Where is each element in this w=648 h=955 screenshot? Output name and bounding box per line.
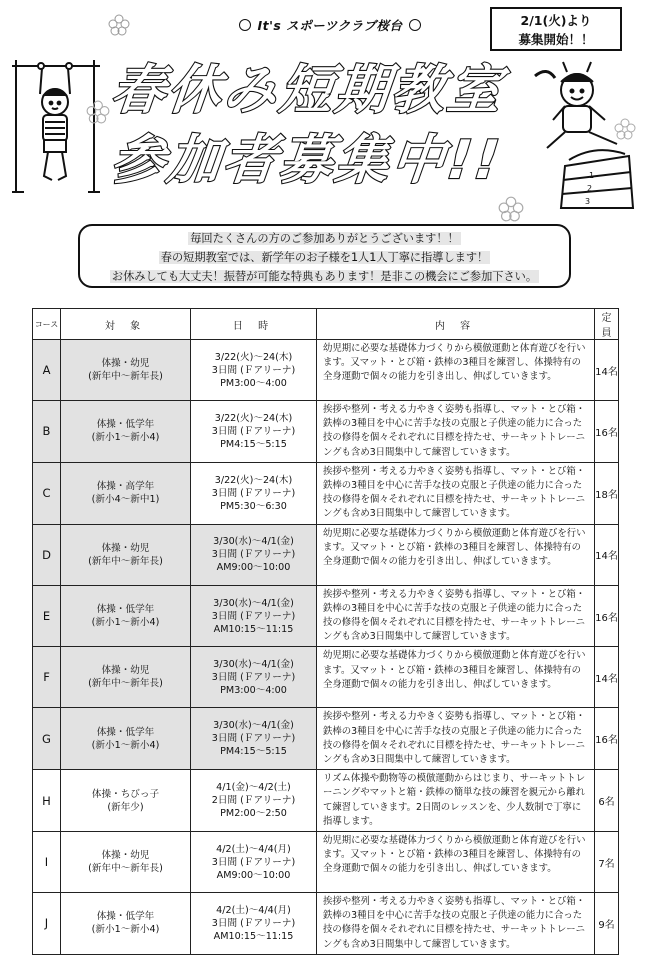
- course-code: C: [33, 462, 61, 524]
- course-target: 体操・低学年 (新小1〜新小4): [61, 401, 191, 463]
- course-code: E: [33, 585, 61, 647]
- course-content: リズム体操や動物等の模倣運動からはじまり、サーキットトレーニングやマットと箱・鉄棒の簡単な技の練習を親元から離れて練習していきます。2日間のレッスンを、少人数制で丁寧に指導します。: [317, 770, 595, 832]
- course-capacity: 18名: [595, 462, 619, 524]
- course-code: H: [33, 770, 61, 832]
- registration-start-text: 募集開始！！: [518, 32, 594, 47]
- circle-icon: [409, 19, 421, 31]
- course-code: F: [33, 647, 61, 708]
- course-target: 体操・低学年 (新小1〜新小4): [61, 708, 191, 770]
- course-content: 幼児期に必要な基礎体力づくりから模倣運動と体育遊びを行います。又マット・とび箱・鉄棒の3種目を練習し、体操特有の全身運動で個々の能力を引き出し、伸ばしていきます。: [317, 524, 595, 585]
- club-name: [200, 16, 460, 34]
- table-row: [33, 893, 619, 955]
- course-content: 挨拶や整列・考える力やきく姿勢も指導し、マット・とび箱・鉄棒の3種目を中心に苦手な技の克服と子供達の能力に合った技の修得を個々それぞれに目標を持たせ、サーキットトレーニングも含め3日間集中して練習していきます。: [317, 585, 595, 647]
- header-capacity: 定 員: [595, 309, 619, 340]
- table-header-row: [33, 309, 619, 340]
- course-code: D: [33, 524, 61, 585]
- course-target: 体操・高学年 (新小4〜新中1): [61, 462, 191, 524]
- course-code: A: [33, 340, 61, 401]
- table-row: [33, 647, 619, 708]
- intro-line-3: お休みしても大丈夫！振替が可能な特典もあります！是非この機会にご参加下さい。: [111, 270, 538, 283]
- course-content: 挨拶や整列・考える力やきく姿勢も指導し、マット・とび箱・鉄棒の3種目を中心に苦手な技の克服と子供達の能力に合った技の修得を個々それぞれに目標を持たせ、サーキットトレーニングも含め3日間集中して練習していきます。: [317, 708, 595, 770]
- course-content: 挨拶や整列・考える力やきく姿勢も指導し、マット・とび箱・鉄棒の3種目を中心に苦手な技の克服と子供達の能力に合った技の修得を個々それぞれに目標を持たせ、サーキットトレーニングも含め3日間集中して練習していきます。: [317, 401, 595, 463]
- header-target: 対 象: [61, 309, 191, 340]
- course-target: 体操・幼児 (新年中〜新年長): [61, 647, 191, 708]
- club-name-text: It's スポーツクラブ桜台: [257, 18, 403, 33]
- header-schedule: 日 時: [191, 309, 317, 340]
- table-row: [33, 585, 619, 647]
- course-dates: 3/22(火)〜24(木) 3日間 (Ｆアリーナ) PM3:00〜4:00: [191, 340, 317, 401]
- course-content: 幼児期に必要な基礎体力づくりから模倣運動と体育遊びを行います。又マット・とび箱・鉄棒の3種目を練習し、体操特有の全身運動で個々の能力を引き出し、伸ばしていきます。: [317, 647, 595, 708]
- table-row: [33, 832, 619, 893]
- course-capacity: 7名: [595, 832, 619, 893]
- course-code: I: [33, 832, 61, 893]
- course-schedule-table: [32, 308, 619, 955]
- table-row: [33, 524, 619, 585]
- course-capacity: 6名: [595, 770, 619, 832]
- course-dates: 3/30(水)〜4/1(金) 3日間 (Ｆアリーナ) AM9:00〜10:00: [191, 524, 317, 585]
- course-capacity: 14名: [595, 340, 619, 401]
- table-row: [33, 708, 619, 770]
- course-dates: 3/30(水)〜4/1(金) 3日間 (Ｆアリーナ) PM3:00〜4:00: [191, 647, 317, 708]
- course-capacity: 14名: [595, 647, 619, 708]
- course-dates: 3/22(火)〜24(木) 3日間 (Ｆアリーナ) PM4:15〜5:15: [191, 401, 317, 463]
- course-dates: 4/2(土)〜4/4(月) 3日間 (Ｆアリーナ) AM9:00〜10:00: [191, 832, 317, 893]
- table-row: [33, 401, 619, 463]
- course-code: B: [33, 401, 61, 463]
- course-target: 体操・幼児 (新年中〜新年長): [61, 832, 191, 893]
- table-row: [33, 770, 619, 832]
- course-target: 体操・幼児 (新年中〜新年長): [61, 524, 191, 585]
- course-target: 体操・低学年 (新小1〜新小4): [61, 893, 191, 955]
- vault-box-number-2: 2: [587, 184, 593, 193]
- course-target: 体操・ちびっ子 (新年少): [61, 770, 191, 832]
- course-capacity: 14名: [595, 524, 619, 585]
- intro-line-1: 毎回たくさんの方のご参加ありがとうございます！！: [190, 232, 459, 245]
- course-target: 体操・幼児 (新年中〜新年長): [61, 340, 191, 401]
- course-code: J: [33, 893, 61, 955]
- registration-start-date: 2/1(火)より: [520, 13, 592, 28]
- intro-message-box: [78, 224, 571, 288]
- course-dates: 3/30(水)〜4/1(金) 3日間 (Ｆアリーナ) AM10:15〜11:15: [191, 585, 317, 647]
- course-content: 挨拶や整列・考える力やきく姿勢も指導し、マット・とび箱・鉄棒の3種目を中心に苦手な技の克服と子供達の能力に合った技の修得を個々それぞれに目標を持たせ、サーキットトレーニングも含め3日間集中して練習していきます。: [317, 462, 595, 524]
- course-code: G: [33, 708, 61, 770]
- course-content: 幼児期に必要な基礎体力づくりから模倣運動と体育遊びを行います。又マット・とび箱・鉄棒の3種目を練習し、体操特有の全身運動で個々の能力を引き出し、伸ばしていきます。: [317, 340, 595, 401]
- course-capacity: 16名: [595, 585, 619, 647]
- header-content: 内 容: [317, 309, 595, 340]
- course-content: 幼児期に必要な基礎体力づくりから模倣運動と体育遊びを行います。又マット・とび箱・鉄棒の3種目を練習し、体操特有の全身運動で個々の能力を引き出し、伸ばしていきます。: [317, 832, 595, 893]
- table-row: [33, 462, 619, 524]
- registration-start-box: [490, 7, 622, 51]
- sakura-icon: [498, 196, 524, 222]
- course-dates: 3/22(火)〜24(木) 3日間 (Ｆアリーナ) PM5:30〜6:30: [191, 462, 317, 524]
- course-dates: 4/1(金)〜4/2(土) 2日間 (Ｆアリーナ) PM2:00〜2:50: [191, 770, 317, 832]
- intro-line-2: 春の短期教室では、新学年のお子様を1人1人丁寧に指導します！: [160, 251, 489, 264]
- course-capacity: 16名: [595, 708, 619, 770]
- page-title-line1: 春休み短期教室: [108, 60, 507, 121]
- circle-icon: [239, 19, 251, 31]
- header-course: コース: [33, 309, 61, 340]
- sakura-icon: [86, 100, 110, 124]
- course-target: 体操・低学年 (新小1〜新小4): [61, 585, 191, 647]
- page-title-line2: 参加者募集中!!: [108, 130, 506, 191]
- vault-box-number-3: 3: [585, 197, 591, 206]
- course-capacity: 9名: [595, 893, 619, 955]
- course-capacity: 16名: [595, 401, 619, 463]
- course-dates: 4/2(土)〜4/4(月) 3日間 (Ｆアリーナ) AM10:15〜11:15: [191, 893, 317, 955]
- course-content: 挨拶や整列・考える力やきく姿勢も指導し、マット・とび箱・鉄棒の3種目を中心に苦手な技の克服と子供達の能力に合った技の修得を個々それぞれに目標を持たせ、サーキットトレーニングも含め3日間集中して練習していきます。: [317, 893, 595, 955]
- sakura-icon: [614, 118, 636, 140]
- child-on-bar-illustration: [10, 52, 110, 202]
- table-row: [33, 340, 619, 401]
- sakura-icon: [108, 14, 130, 36]
- course-dates: 3/30(水)〜4/1(金) 3日間 (Ｆアリーナ) PM4:15〜5:15: [191, 708, 317, 770]
- vault-box-number-1: 1: [589, 171, 595, 180]
